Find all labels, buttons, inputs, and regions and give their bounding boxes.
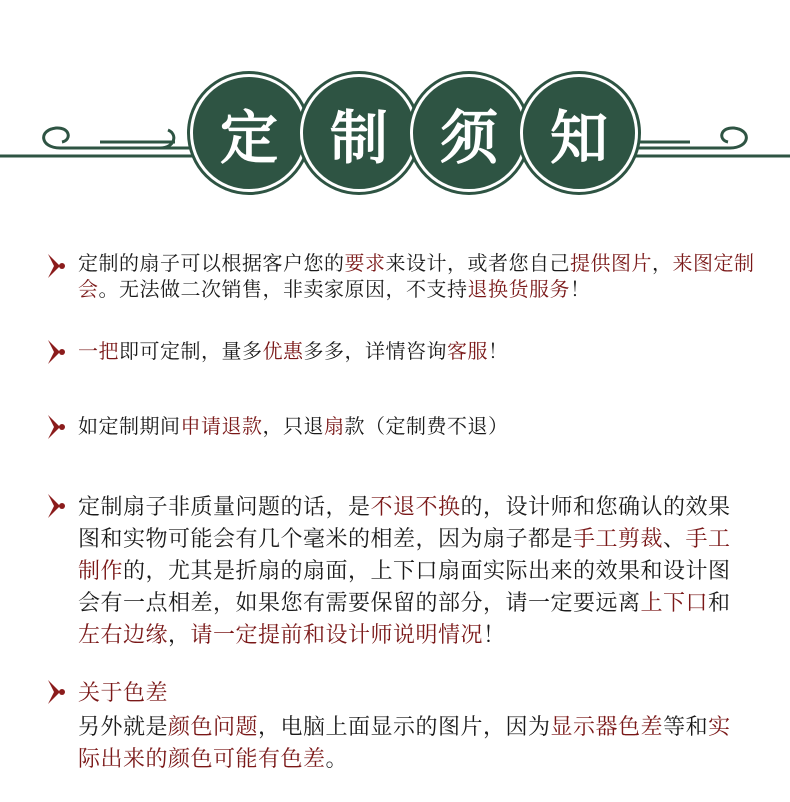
header: [0, 0, 790, 200]
title-char-badge: 定: [190, 74, 308, 192]
highlight-text: 颜色问题: [168, 715, 259, 740]
body-text: 的，尤其是折扇的扇面，上下口扇面实际出来的效果和设计图会有一点相差，如果您有需要保留的部分，请一定要远离: [78, 559, 731, 616]
highlight-text: 客服: [447, 339, 488, 363]
body-text: 、: [663, 527, 686, 552]
ornament-bullet-icon: [46, 252, 68, 280]
body-text: ，: [652, 251, 673, 275]
body-text: ！: [488, 339, 509, 363]
body-text: 和: [708, 591, 731, 616]
body-text: 另外就是: [78, 715, 169, 740]
ornament-bullet-icon: [46, 678, 68, 706]
highlight-text: 关于色差: [78, 681, 169, 706]
highlight-text: 手工剪裁: [573, 527, 664, 552]
body-text: ，电脑上面显示的图片，因为: [258, 715, 551, 740]
body-text: ！: [483, 623, 506, 648]
highlight-text: 左右边缘: [78, 623, 169, 648]
body-text: 如定制期间: [78, 414, 181, 438]
body-text: 。: [325, 747, 349, 772]
title-char-badge: 须: [410, 74, 528, 192]
body-text: 等和: [663, 715, 709, 740]
body-text: 来设计，或者您自己: [385, 251, 570, 275]
notice-text: [78, 492, 743, 652]
title-char-badge: 制: [300, 74, 418, 192]
notice-text: [78, 338, 758, 364]
title-char-badge: 知: [520, 74, 638, 192]
left-cloud-ornament: [0, 128, 200, 156]
notice-heading: [78, 678, 758, 710]
highlight-text: 上下口: [640, 591, 709, 616]
body-text: 款（定制费不退）: [344, 414, 509, 438]
notice-text: [78, 413, 758, 439]
ornament-bullet-icon: [46, 338, 68, 366]
body-text: 即可定制，量多: [119, 339, 263, 363]
highlight-text: 来图定制会: [78, 251, 755, 301]
highlight-text: 提供图片: [570, 251, 652, 275]
highlight-text: 优惠: [262, 339, 304, 363]
highlight-text: 请一定提前和设计师说明情况: [190, 623, 484, 648]
body-text: ！: [570, 277, 591, 301]
highlight-text: 退换货服务: [467, 277, 570, 301]
body-text: 的，设计师和您确认的效果图和实物可能会有几个毫米的相差，因为扇子都是: [78, 495, 731, 552]
highlight-text: 要求: [344, 251, 386, 275]
body-text: ，只退: [262, 414, 324, 438]
body-text: 定制扇子非质量问题的话，是: [78, 495, 371, 520]
highlight-text: 申请退款: [180, 414, 263, 438]
ornament-bullet-icon: [46, 413, 68, 441]
highlight-text: 不退不换: [370, 495, 461, 520]
body-text: ，: [168, 623, 191, 648]
body-text: 。无法做二次销售，非卖家原因，不支持: [98, 277, 468, 301]
highlight-text: 实际出来的颜色可能有色差: [78, 715, 731, 772]
highlight-text: 显示器色差: [550, 715, 664, 740]
body-text: 定制的扇子可以根据客户您的: [78, 251, 345, 275]
highlight-text: 一把: [78, 339, 119, 363]
body-text: 多多，详情咨询: [303, 339, 447, 363]
highlight-text: 手工制作: [78, 527, 731, 584]
highlight-text: 扇: [324, 414, 345, 438]
notice-text: [78, 712, 743, 776]
ornament-bullet-icon: [46, 492, 68, 520]
notice-text: [78, 250, 768, 302]
